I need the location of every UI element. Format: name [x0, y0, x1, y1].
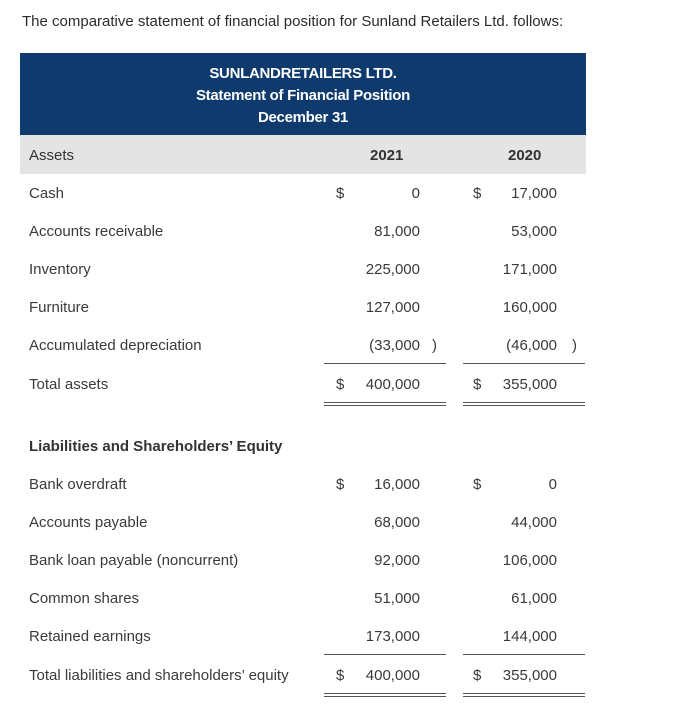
row-label: Furniture [29, 299, 90, 316]
row-label: Accumulated depreciation [29, 337, 202, 354]
total-liabilities-row [20, 667, 586, 689]
row-label: Accounts payable [29, 514, 148, 531]
value-2021: 400,000 [365, 667, 420, 684]
value-2021: 400,000 [365, 376, 420, 393]
value-2020: 171,000 [502, 261, 557, 278]
value-2020: 44,000 [511, 514, 557, 531]
subtotal-rule [463, 363, 585, 364]
total-double-rule [463, 693, 585, 697]
value-2020: 355,000 [502, 376, 557, 393]
value-2020: 160,000 [502, 299, 557, 316]
statement-banner [20, 53, 586, 135]
statement-date: December 31 [257, 109, 349, 126]
table-row [20, 514, 586, 536]
value-2020: 106,000 [502, 552, 557, 569]
row-label: Bank overdraft [29, 476, 127, 493]
value-2020: (46,000 [506, 337, 557, 354]
close-paren: ) [572, 337, 577, 354]
value-2021: 225,000 [365, 261, 420, 278]
table-row [20, 337, 586, 359]
currency-symbol: $ [473, 376, 482, 393]
column-header [20, 135, 586, 174]
currency-symbol: $ [473, 667, 482, 684]
year-2021-header: 2021 [370, 147, 404, 164]
value-2020: 0 [548, 476, 557, 493]
subtotal-rule [463, 654, 585, 655]
currency-symbol: $ [336, 185, 345, 202]
value-2021: 68,000 [374, 514, 420, 531]
row-label: Total assets [29, 376, 109, 393]
table-row [20, 223, 586, 245]
close-paren: ) [432, 337, 437, 354]
row-label: Total liabilities and shareholders’ equity [29, 667, 289, 684]
value-2020: 144,000 [502, 628, 557, 645]
total-double-rule [324, 402, 446, 406]
value-2021: 92,000 [374, 552, 420, 569]
table-row [20, 185, 586, 207]
assets-header: Assets [29, 147, 75, 164]
company-name: SUNLANDRETAILERS LTD. [209, 65, 397, 82]
liabilities-heading: Liabilities and Shareholders’ Equity [29, 438, 283, 455]
currency-symbol: $ [336, 476, 345, 493]
table-row [20, 628, 586, 650]
row-label: Bank loan payable (noncurrent) [29, 552, 239, 569]
year-2020-header: 2020 [508, 147, 542, 164]
value-2021: 81,000 [374, 223, 420, 240]
table-row [20, 476, 586, 498]
currency-symbol: $ [336, 667, 345, 684]
currency-symbol: $ [473, 185, 482, 202]
row-label: Inventory [29, 261, 91, 278]
value-2021: 0 [411, 185, 420, 202]
value-2020: 355,000 [502, 667, 557, 684]
table-row [20, 552, 586, 574]
value-2021: 173,000 [365, 628, 420, 645]
value-2020: 17,000 [511, 185, 557, 202]
table-row [20, 590, 586, 612]
row-label: Cash [29, 185, 65, 202]
value-2021: 51,000 [374, 590, 420, 607]
row-label: Retained earnings [29, 628, 151, 645]
currency-symbol: $ [336, 376, 345, 393]
value-2021: (33,000 [369, 337, 420, 354]
row-label: Common shares [29, 590, 140, 607]
intro-text: The comparative statement of financial position for Sunland Retailers Ltd. follows: [22, 13, 564, 30]
value-2020: 53,000 [511, 223, 557, 240]
value-2020: 61,000 [511, 590, 557, 607]
subtotal-rule [324, 654, 446, 655]
total-assets-row [20, 376, 586, 398]
statement-title: Statement of Financial Position [195, 87, 411, 104]
value-2021: 16,000 [374, 476, 420, 493]
table-row [20, 299, 586, 321]
total-double-rule [324, 693, 446, 697]
table-row [20, 261, 586, 283]
currency-symbol: $ [473, 476, 482, 493]
row-label: Accounts receivable [29, 223, 164, 240]
total-double-rule [463, 402, 585, 406]
value-2021: 127,000 [365, 299, 420, 316]
subtotal-rule [324, 363, 446, 364]
